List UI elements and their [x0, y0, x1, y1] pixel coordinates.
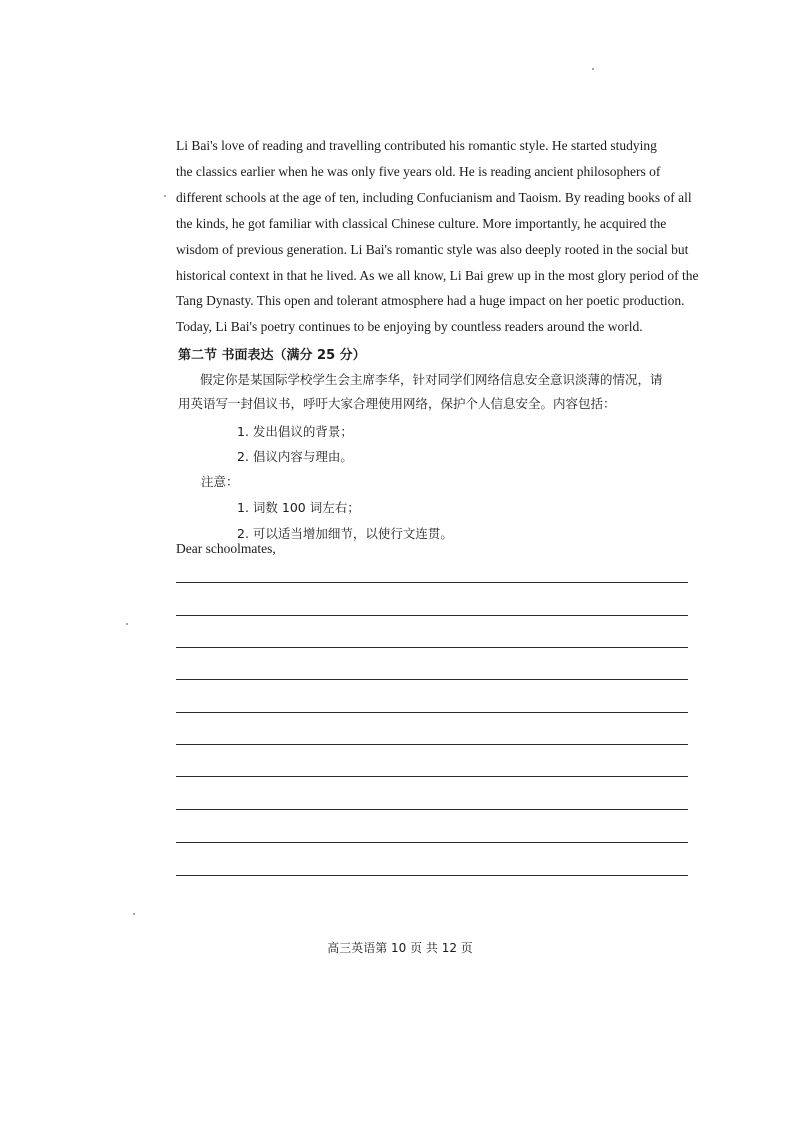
passage-line: the kinds, he got familiar with classical Chinese culture. More importantly, he acquired the [176, 215, 667, 231]
content-item: 2. 倡议内容与理由。 [237, 449, 353, 464]
answer-line[interactable] [176, 615, 688, 616]
letter-salutation: Dear schoolmates, [176, 541, 276, 556]
note-item: 2. 可以适当增加细节，以使行文连贯。 [237, 526, 453, 541]
answer-line[interactable] [176, 809, 688, 810]
scan-speck [164, 195, 166, 197]
section-heading: 第二节 书面表达（满分 25 分） [178, 348, 366, 363]
writing-prompt [178, 368, 694, 416]
notes-label: 注意： [201, 474, 239, 489]
answer-line[interactable] [176, 744, 688, 745]
passage-line: Tang Dynasty. This open and tolerant atmosphere had a huge impact on her poetic production. [176, 293, 685, 309]
answer-line[interactable] [176, 647, 688, 648]
passage-line: historical context in that he lived. As we all know, Li Bai grew up in the most glory period of the [176, 267, 699, 283]
prompt-line: 假定你是某国际学校学生会主席李华，针对同学们网络信息安全意识淡薄的情况，请 [200, 372, 663, 387]
passage-line: wisdom of previous generation. Li Bai's romantic style was also deeply rooted in the social but [176, 241, 689, 257]
scan-speck [133, 913, 135, 915]
answer-line[interactable] [176, 712, 688, 713]
passage-line: the classics earlier when he was only five years old. He is reading ancient philosophers of [176, 163, 661, 179]
page-footer: 高三英语第 10 页 共 12 页 [327, 941, 473, 955]
passage-line: Li Bai's love of reading and travelling contributed his romantic style. He started studying [176, 138, 657, 153]
answer-line[interactable] [176, 842, 688, 843]
passage-line: Today, Li Bai's poetry continues to be enjoying by countless readers around the world. [176, 319, 643, 335]
scan-speck [126, 623, 128, 625]
reading-passage [176, 133, 699, 340]
scan-speck [592, 68, 594, 70]
content-item: 1. 发出倡议的背景； [237, 424, 353, 439]
prompt-line: 用英语写一封倡议书，呼吁大家合理使用网络，保护个人信息安全。内容包括： [178, 396, 616, 411]
note-item: 1. 词数 100 词左右； [237, 500, 360, 515]
answer-line[interactable] [176, 875, 688, 876]
answer-line[interactable] [176, 679, 688, 680]
passage-line: different schools at the age of ten, including Confucianism and Taoism. By reading books of all [176, 189, 692, 205]
answer-line[interactable] [176, 776, 688, 777]
answer-line[interactable] [176, 582, 688, 583]
